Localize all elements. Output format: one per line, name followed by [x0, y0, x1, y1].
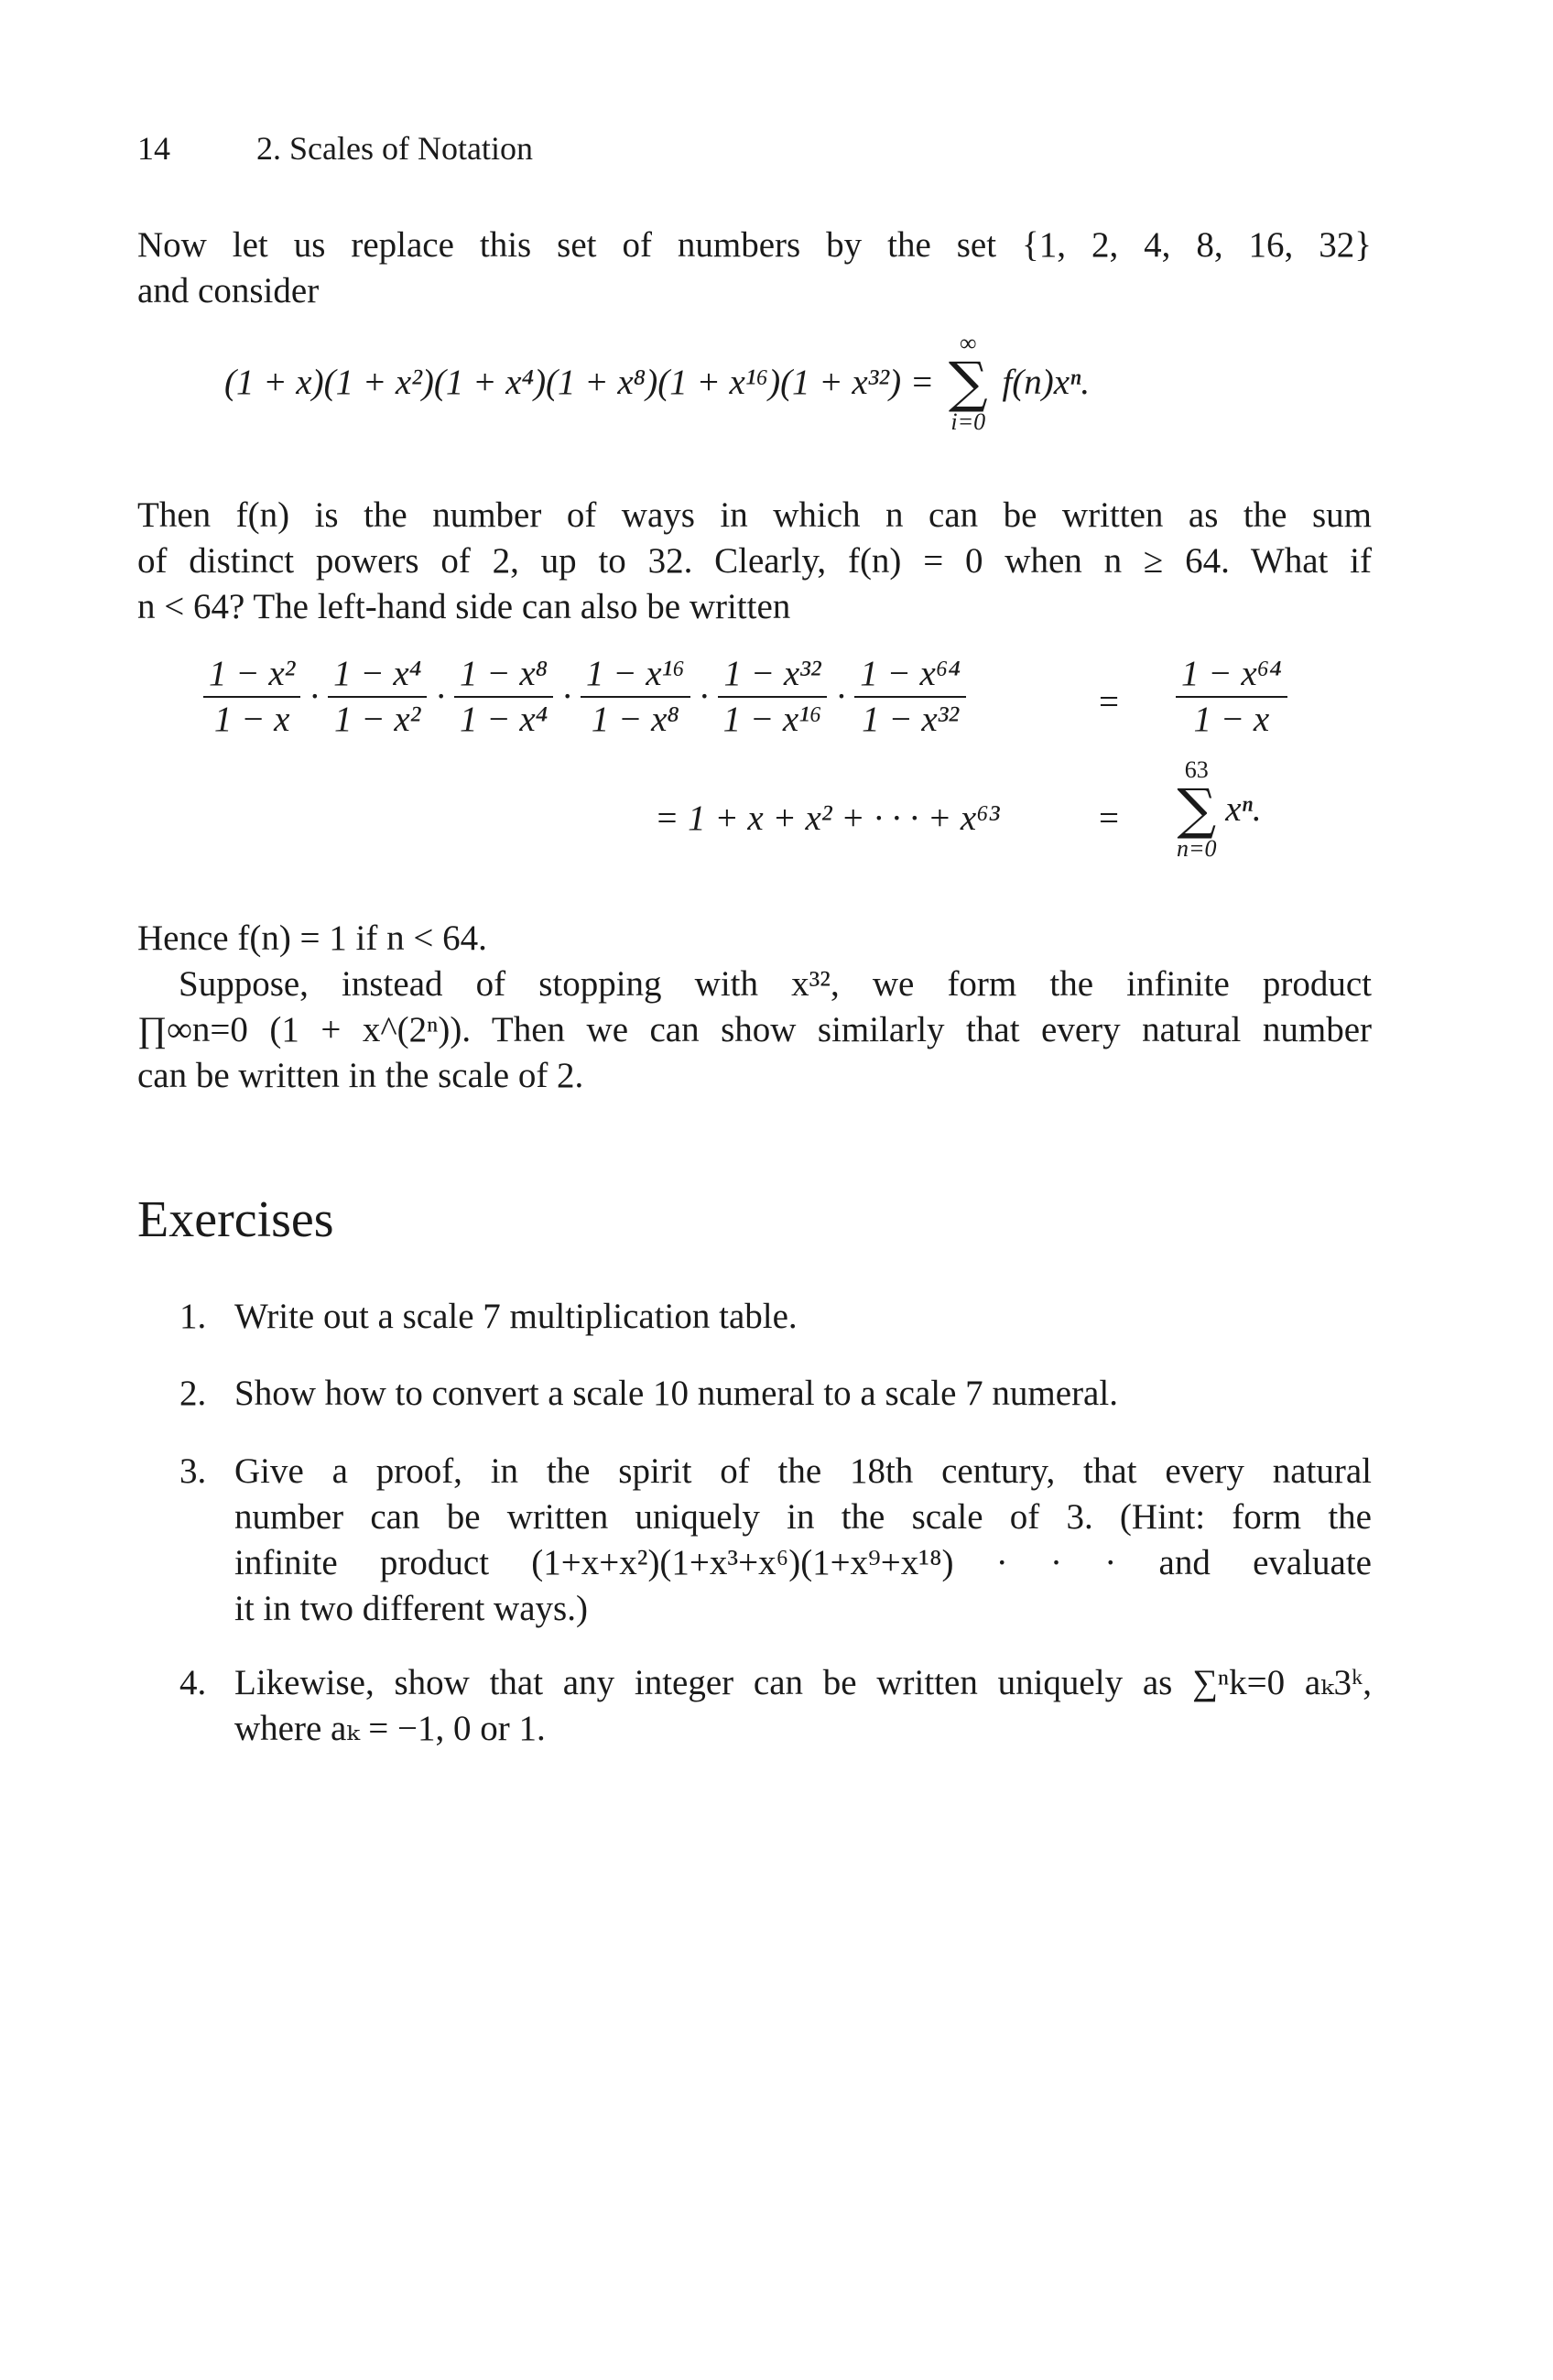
para3-line-3: ∏∞n=0 (1 + x^(2ⁿ)). Then we can show similarly that every natural number	[137, 1010, 1372, 1049]
para2-line-2: of distinct powers of 2, up to 32. Clearly, f(n) = 0 when n ≥ 64. What if	[137, 541, 1372, 581]
summation-sign	[949, 330, 988, 436]
sum-lower-limit: i=0	[950, 408, 986, 435]
sum2-upper-limit: 63	[1184, 756, 1209, 783]
series-sum	[1177, 756, 1262, 863]
equals-sign-2: =	[1099, 799, 1119, 838]
page-number: 14	[137, 130, 170, 167]
summation-sign-2	[1177, 756, 1217, 863]
intro-paragraph	[137, 223, 1372, 314]
series-term: xⁿ.	[1225, 789, 1262, 829]
equals-sign-1: =	[1099, 682, 1119, 722]
exercise-number: 3.	[179, 1451, 207, 1491]
exercise-number: 2.	[179, 1374, 207, 1413]
fraction-5: $\frac{\text{1 − x³²}}{\text{1 − x¹⁶}}$	[718, 652, 828, 742]
fraction-6: $\frac{\text{1 − x⁶⁴}}{\text{1 − x³²}}$	[854, 652, 966, 742]
equation-rhs: f(n)xⁿ.	[1002, 363, 1091, 402]
equation-product-sum	[224, 330, 1090, 436]
para3-line-1: Hence f(n) = 1 if n < 64.	[137, 918, 487, 958]
intro-line-1: Now let us replace this set of numbers by the set {1, 2, 4, 8, 16, 32}	[137, 225, 1372, 265]
para3-line-4: can be written in the scale of 2.	[137, 1056, 584, 1095]
exercise-text: Likewise, show that any integer can be written uniquely as ∑ⁿk=0 aₖ3ᵏ, where aₖ = −1, 0 or 1.	[234, 1663, 1372, 1748]
exercise-text: Write out a scale 7 multiplication table.	[234, 1297, 798, 1336]
section-heading: Exercises	[137, 1191, 334, 1248]
fraction-result: $\frac{\text{1 − x⁶⁴}}{1 - x}$	[1176, 652, 1287, 742]
running-head	[137, 128, 533, 168]
para2-line-1: Then f(n) is the number of ways in which n can be written as the sum	[137, 495, 1372, 535]
intro-line-2: and consider	[137, 271, 320, 310]
exercise-number: 4.	[179, 1663, 207, 1702]
fraction-4: $\frac{\text{1 − x¹⁶}}{\text{1 − x⁸}}$	[581, 652, 690, 742]
chapter-title: 2. Scales of Notation	[256, 130, 533, 167]
exercise-text: Give a proof, in the spirit of the 18th century, that every natural number can be written uniquely in the scale of 3. (Hint: form the infinite product (1+x+x²)(1+x³+x⁶)(1+x⁹+x¹⁸) · · · and evaluate it in two different ways.)	[234, 1451, 1372, 1628]
fraction-2: $\frac{\text{1 − x⁴}}{\text{1 − x²}}$	[328, 652, 427, 742]
exercise-text: Show how to convert a scale 10 numeral to a scale 7 numeral.	[234, 1374, 1118, 1413]
fraction-1: $\frac{\text{1 − x²}}{1 - x}$	[203, 652, 300, 742]
sum2-lower-limit: n=0	[1177, 835, 1217, 862]
para2-line-3: n < 64? The left-hand side can also be written	[137, 587, 791, 626]
fraction-3: $\frac{\text{1 − x⁸}}{\text{1 − x⁴}}$	[454, 652, 553, 742]
paragraph-explanation	[137, 493, 1372, 630]
sigma-symbol: ∑	[948, 351, 988, 415]
sum-upper-limit: ∞	[960, 330, 977, 356]
equation-lhs: (1 + x)(1 + x²)(1 + x⁴)(1 + x⁸)(1 + x¹⁶)(1 + x³²) =	[224, 363, 935, 402]
para3-line-2: Suppose, instead of stopping with x³², we form the infinite product	[179, 964, 1372, 1004]
equation-result-fraction	[1172, 652, 1291, 742]
paragraph-conclusion	[137, 916, 1372, 1099]
equation-fraction-product: $\frac{\text{1 − x²}}{1 - x}$ · $\frac{\text{1 − x⁴}}{\text{1 − x²}}$ · $\frac{\text{1 − x⁸}}{\text{1 − x⁴}}$ · $\frac{\text{1 − x¹⁶}}{\text{1 − x⁸}}$ · $\frac{\text{1 − x³²}}{\text{1 − x¹⁶}}$ · $\frac{\text{1 − x⁶⁴}}{\text{1 − x³²}}$	[200, 652, 970, 742]
equation-series-expansion: = 1 + x + x² + · · · + x⁶³	[655, 799, 1000, 838]
sigma-symbol-2: ∑	[1177, 777, 1217, 842]
exercise-number: 1.	[179, 1297, 207, 1336]
